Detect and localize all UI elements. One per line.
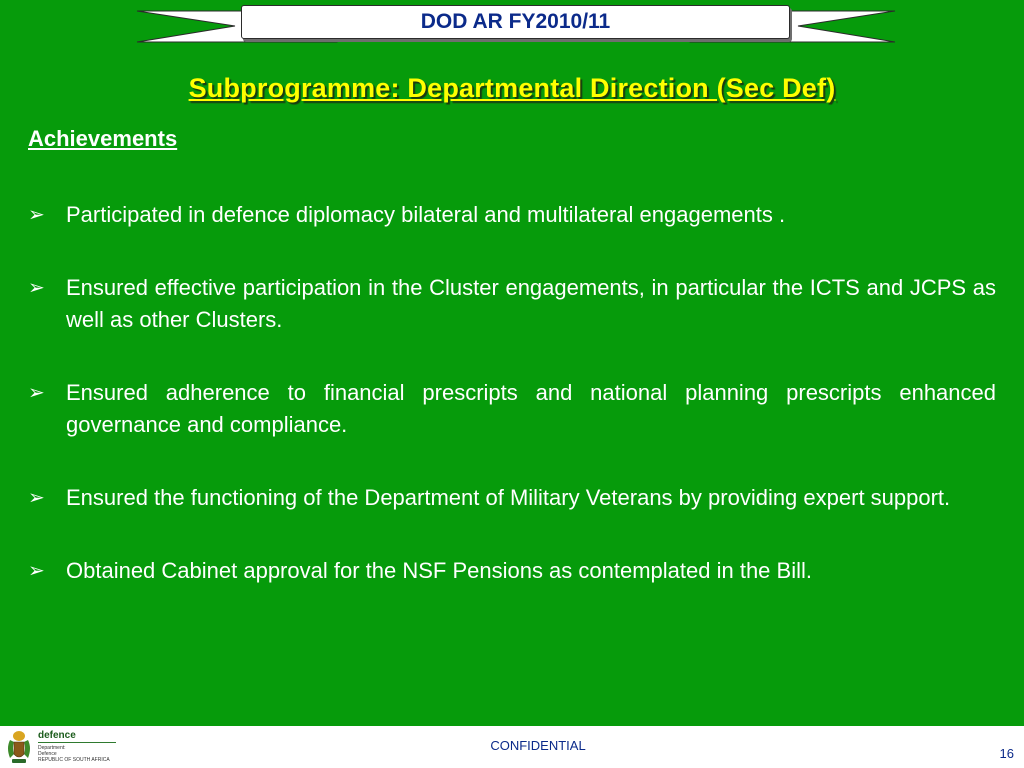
bullet-item — [28, 377, 996, 441]
section-heading: Achievements — [28, 126, 178, 151]
bullet-text: Ensured adherence to financial prescripts and national planning prescripts enhanced governance and compliance. — [66, 380, 996, 437]
arrow-bullet-icon: ➢ — [28, 487, 45, 509]
header-banner — [241, 5, 790, 39]
bullet-item — [28, 482, 996, 514]
header-banner-text: DOD AR FY2010/11 — [420, 10, 611, 33]
arrow-bullet-icon: ➢ — [28, 382, 45, 404]
arrow-bullet-icon: ➢ — [28, 204, 45, 226]
bullet-item — [28, 272, 996, 336]
logo-word: defence — [38, 730, 76, 741]
logo-line-2: Defence — [38, 751, 57, 757]
arrow-bullet-icon: ➢ — [28, 560, 45, 582]
confidential-label: CONFIDENTIAL — [490, 738, 586, 753]
bullet-text: Ensured the functioning of the Department of Military Veterans by providing expert support. — [66, 485, 951, 510]
logo-line-1: Department: — [38, 745, 66, 751]
bullet-text: Participated in defence diplomacy bilateral and multilateral engagements . — [66, 202, 786, 227]
slide-title: Subprogramme: Departmental Direction (Sec Def) — [188, 73, 836, 103]
bullet-text: Ensured effective participation in the Cluster engagements, in particular the ICTS and JCPS as well as other Clusters. — [66, 275, 996, 332]
page-number: 16 — [999, 746, 1014, 761]
footer — [0, 726, 1024, 768]
arrow-bullet-icon: ➢ — [28, 277, 45, 299]
bullet-item — [28, 199, 996, 231]
bullet-list — [28, 199, 996, 628]
bullet-text: Obtained Cabinet approval for the NSF Pensions as contemplated in the Bill. — [66, 558, 812, 583]
logo-line-3: REPUBLIC OF SOUTH AFRICA — [38, 757, 110, 763]
bullet-item — [28, 555, 996, 587]
